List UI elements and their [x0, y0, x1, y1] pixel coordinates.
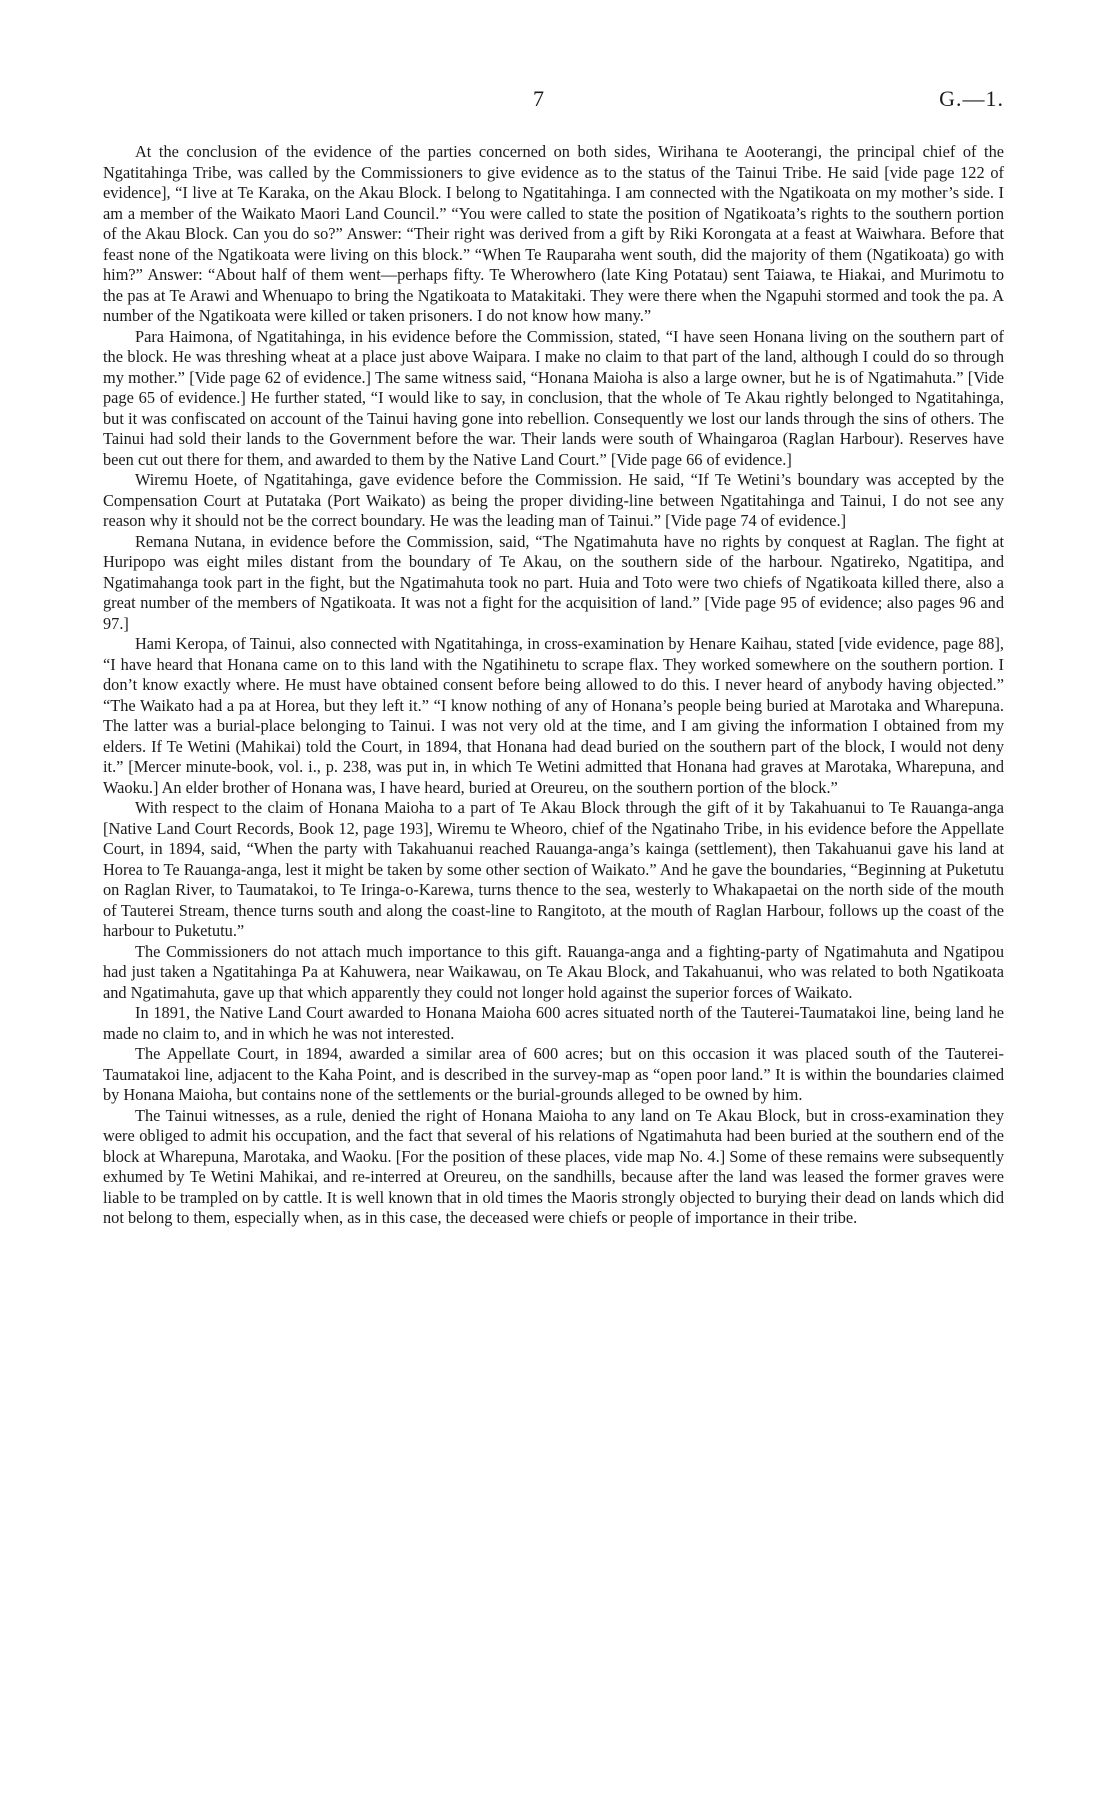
document-reference: G.—1.: [939, 86, 1004, 111]
paragraph-para-haimona: Para Haimona, of Ngatitahinga, in his evidence before the Commission, stated, “I have seen Honana living on the southern part of the block. He was threshing wheat at a place just above Waipara. I make no claim to that part of the land, although I could do so through my mother.” [Vide page 62 of evidence.] The same witness said, “Honana Maioha is also a large owner, but he is of Ngatimahuta.” [Vide page 65 of evidence.] He further stated, “I would like to say, in conclusion, that the whole of Te Akau rightly belonged to Ngatitahinga, but it was confiscated on account of the Tainui having gone into rebellion. Consequently we lost our lands through the sins of others. The Tainui had sold their lands to the Government before the war. Their lands were south of Whaingaroa (Raglan Harbour). Reserves have been cut out there for them, and awarded to them by the Native Land Court.” [Vide page 66 of evidence.]: [103, 326, 1004, 469]
paragraph-appellate-court: The Appellate Court, in 1894, awarded a similar area of 600 acres; but on this occasion it was placed south of the Tauterei-Taumatakoi line, adjacent to the Kaha Point, and is described in the survey-map as “open poor land.” It is within the boundaries claimed by Honana Maioha, but contains none of the settlements or the burial-grounds alleged to be owned by him.: [103, 1044, 1004, 1104]
paragraph-remana-nutana: Remana Nutana, in evidence before the Commission, said, “The Ngatimahuta have no rights by conquest at Raglan. The fight at Huripopo was eight miles distant from the boundary of Te Akau, on the southern side of the harbour. Ngatireko, Ngatitipa, and Ngatimahanga took part in the fight, but the Ngatimahuta took no part. Huia and Toto were two chiefs of Ngatikoata killed there, also a great number of the members of Ngatikoata. It was not a fight for the acquisition of land.” [Vide page 95 of evidence; also pages 96 and 97.]: [103, 531, 1004, 633]
paragraph-wiremu-hoete: Wiremu Hoete, of Ngatitahinga, gave evidence before the Commission. He said, “If Te Wetini’s boundary was accepted by the Compensation Court at Putataka (Port Waikato) as being the proper dividing-line between Ngatitahinga and Tainui, I do not see any reason why it should not be the correct boundary. He was the leading man of Tainui.” [Vide page 74 of evidence.]: [103, 470, 1004, 530]
page-number: 7: [533, 86, 544, 111]
page-header: [103, 86, 1004, 142]
paragraph-commissioners-gift: The Commissioners do not attach much importance to this gift. Rauanga-anga and a fighting-party of Ngatimahuta and Ngatipou had just taken a Ngatitahinga Pa at Kahuwera, near Waikawau, on Te Akau Block, and Takahuanui, who was related to both Ngatikoata and Ngatimahuta, gave up that which apparently they could not longer hold against the superior forces of Waikato.: [103, 941, 1004, 1002]
paragraph-hami-keropa: Hami Keropa, of Tainui, also connected with Ngatitahinga, in cross-examination by Henare Kaihau, stated [vide evidence, page 88], “I have heard that Honana came on to this land with the Ngatihinetu to scrape flax. They worked somewhere on the southern portion. I don’t know exactly where. He must have obtained consent before being allowed to do this. I never heard of anybody having objected.” “The Waikato had a pa at Horea, but they left it.” “I know nothing of any of Honana’s people being buried at Marotaka and Wharepuna. The latter was a burial-place belonging to Tainui. I was not very old at the time, and I am giving the information I obtained from my elders. If Te Wetini (Mahikai) told the Court, in 1894, that Honana had dead buried on the southern part of the block, I would not deny it.” [Mercer minute-book, vol. i., p. 238, was put in, in which Te Wetini admitted that Honana had graves at Marotaka, Wharepuna, and Waoku.] An elder brother of Honana was, I have heard, buried at Oreureu, on the southern portion of the block.”: [103, 634, 1004, 797]
body-text: [103, 142, 1004, 1229]
paragraph-honana-claim: With respect to the claim of Honana Maioha to a part of Te Akau Block through the gift of it by Takahuanui to Te Rauanga-anga [Native Land Court Records, Book 12, page 193], Wiremu te Wheoro, chief of the Ngatinaho Tribe, in his evidence before the Appellate Court, in 1894, said, “When the party with Takahuanui reached Rauanga-anga’s kainga (settlement), then Takahuanui gave his land at Horea to Te Rauanga-anga, lest it might be taken by some other section of Waikato.” And he gave the boundaries, “Beginning at Puketutu on Raglan River, to Taumatakoi, to Te Iringa-o-Karewa, turns thence to the sea, westerly to Whakapaetai on the north side of the mouth of Tauterei Stream, thence turns south and along the coast-line to Rangitoto, at the mouth of Raglan Harbour, follows up the coast of the harbour to Puketutu.”: [103, 798, 1004, 940]
paragraph-tainui-witnesses: The Tainui witnesses, as a rule, denied the right of Honana Maioha to any land on Te Akau Block, but in cross-examination they were obliged to admit his occupation, and the fact that several of his relations of Ngatimahuta had been buried at the southern end of the block at Wharepuna, Marotaka, and Waoku. [For the position of these places, vide map No. 4.] Some of these remains were subsequently exhumed by Te Wetini Mahikai, and re-interred at Oreureu, on the sandhills, because after the land was leased the former graves were liable to be trampled on by cattle. It is well known that in old times the Maoris strongly objected to burying their dead on lands which did not belong to them, especially when, as in this case, the deceased were chiefs or people of importance in their tribe.: [103, 1105, 1004, 1227]
paragraph-commission-evidence: At the conclusion of the evidence of the parties concerned on both sides, Wirihana te Aooterangi, the principal chief of the Ngatitahinga Tribe, was called by the Commissioners to give evidence as to the status of the Tainui Tribe. He said [vide page 122 of evidence], “I live at Te Karaka, on the Akau Block. I belong to Ngatitahinga. I am connected with the Ngatikoata on my mother’s side. I am a member of the Waikato Maori Land Council.” “You were called to state the position of Ngatikoata’s rights to the southern portion of the Akau Block. Can you do so?” Answer: “Their right was derived from a gift by Riki Korongata at a feast at Waiwhara. Before that feast none of the Ngatikoata were living on this block.” “When Te Rauparaha went south, did the majority of them (Ngatikoata) go with him?” Answer: “About half of them went—perhaps fifty. Te Wherowhero (late King Potatau) sent Taiawa, te Hiakai, and Murimotu to the pas at Te Arawi and Whenuapo to bring the Ngatikoata to Matakitaki. They were there when the Ngapuhi stormed and took the pa. A number of the Ngatikoata were killed or taken prisoners. I do not know how many.”: [103, 142, 1004, 325]
paragraph-1891-award: In 1891, the Native Land Court awarded to Honana Maioha 600 acres situated north of the Tauterei-Taumatakoi line, being land he made no claim to, and in which he was not interested.: [103, 1003, 1004, 1043]
